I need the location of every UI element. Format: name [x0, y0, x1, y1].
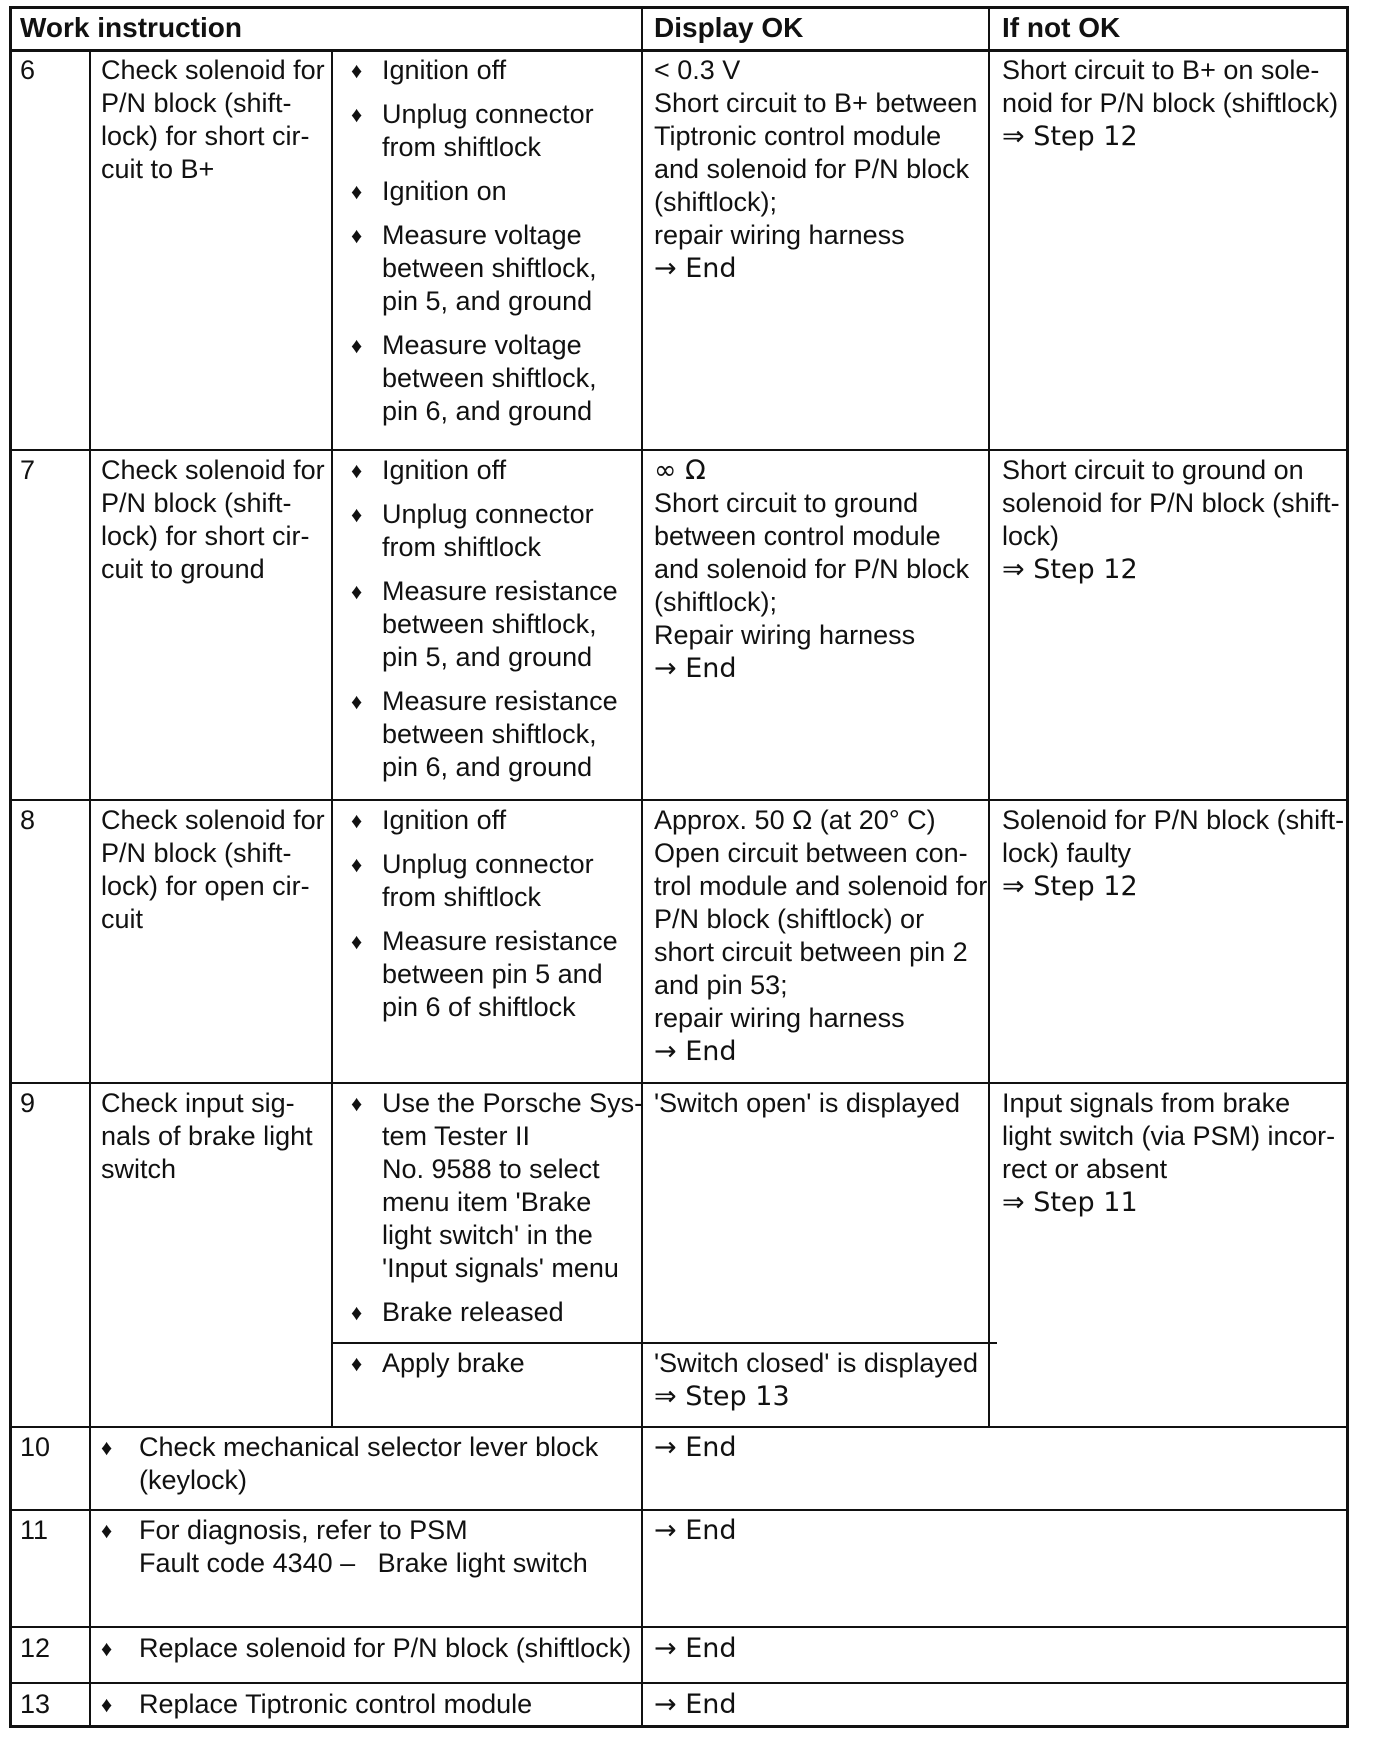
bullet-icon: ♦	[101, 1518, 113, 1543]
display-ok-text: Short circuit to B+ between	[654, 88, 978, 118]
bullet-icon: ♦	[351, 502, 363, 527]
instruction-text: Replace Tiptronic control module	[139, 1689, 533, 1719]
display-ok-text: trol module and solenoid for	[654, 871, 988, 901]
bullet-text: Measure resistance	[382, 576, 618, 606]
not-ok-text: rect or absent	[1002, 1154, 1168, 1184]
display-ok-text: P/N block (shiftlock) or	[654, 904, 925, 934]
bullet-text: Unplug connector	[382, 99, 594, 129]
bullet-text: pin 5, and ground	[382, 286, 593, 316]
instruction-text: For diagnosis, refer to PSM	[139, 1515, 468, 1545]
bullet-icon: ♦	[351, 458, 363, 483]
display-ok-text: Short circuit to ground	[654, 488, 919, 518]
not-ok-text: Input signals from brake	[1002, 1088, 1291, 1118]
rule-bottom	[9, 1725, 1349, 1728]
instruction-text: Replace solenoid for P/N block (shiftlock)	[139, 1633, 632, 1663]
display-ok-text: (shiftlock);	[654, 187, 778, 217]
rule-row7-bottom	[9, 799, 1349, 801]
check-text: P/N block (shift-	[101, 838, 292, 868]
not-ok-text: ⇒ Step 11	[1002, 1187, 1138, 1218]
check-text: P/N block (shift-	[101, 488, 292, 518]
check-text: switch	[101, 1154, 177, 1184]
rule-right	[1346, 6, 1349, 1728]
header-work-instruction: Work instruction	[20, 12, 242, 43]
bullet-text: from shiftlock	[382, 882, 542, 912]
rule-row8-bottom	[9, 1082, 1349, 1084]
bullet-text: Unplug connector	[382, 849, 594, 879]
step-number: 10	[20, 1432, 51, 1462]
bullet-icon: ♦	[351, 223, 363, 248]
bullet-icon: ♦	[351, 1300, 363, 1325]
display-ok-text: Repair wiring harness	[654, 620, 916, 650]
bullet-icon: ♦	[351, 579, 363, 604]
check-text: lock) for short cir-	[101, 521, 310, 551]
bullet-text: Measure voltage	[382, 220, 582, 250]
bullet-icon: ♦	[351, 808, 363, 833]
display-ok-text: ⇒ Step 13	[654, 1381, 790, 1412]
rule-check-col	[331, 49, 333, 1426]
bullet-text: Use the Porsche Sys-	[382, 1088, 644, 1118]
check-text: lock) for open cir-	[101, 871, 310, 901]
bullet-icon: ♦	[351, 58, 363, 83]
display-ok-text: repair wiring harness	[654, 220, 905, 250]
check-text: nals of brake light	[101, 1121, 313, 1151]
bullet-icon: ♦	[351, 1351, 363, 1376]
display-ok-text: < 0.3 V	[654, 55, 741, 85]
bullet-text: Apply brake	[382, 1348, 525, 1378]
not-ok-text: Short circuit to B+ on sole-	[1002, 55, 1320, 85]
bullet-icon: ♦	[101, 1435, 113, 1460]
bullet-icon: ♦	[351, 929, 363, 954]
rule-header-bottom	[9, 49, 1349, 52]
step-number: 11	[20, 1515, 49, 1545]
check-text: cuit to ground	[101, 554, 265, 584]
check-text: Check solenoid for	[101, 55, 325, 85]
display-ok-text: and solenoid for P/N block	[654, 154, 970, 184]
bullet-icon: ♦	[351, 689, 363, 714]
bullet-icon: ♦	[101, 1692, 113, 1717]
instruction-text: Check mechanical selector lever block	[139, 1432, 599, 1462]
display-ok-text: → End	[654, 653, 737, 684]
step-number: 6	[20, 55, 36, 85]
bullet-text: 'Input signals' menu	[382, 1253, 619, 1283]
bullet-text: between shiftlock,	[382, 363, 597, 393]
bullet-text: pin 5, and ground	[382, 642, 593, 672]
rule-top	[9, 6, 1349, 9]
rule-row9-split	[332, 1342, 997, 1344]
check-text: Check solenoid for	[101, 455, 325, 485]
bullet-text: Ignition on	[382, 176, 507, 206]
rule-row11-bottom	[9, 1626, 1349, 1628]
not-ok-text: ⇒ Step 12	[1002, 554, 1138, 585]
bullet-text: Measure voltage	[382, 330, 582, 360]
bullet-icon: ♦	[351, 102, 363, 127]
not-ok-text: lock) faulty	[1002, 838, 1132, 868]
result-text: → End	[654, 1633, 737, 1664]
not-ok-text: Short circuit to ground on	[1002, 455, 1304, 485]
not-ok-text: noid for P/N block (shiftlock)	[1002, 88, 1339, 118]
bullet-text: from shiftlock	[382, 532, 542, 562]
step-number: 8	[20, 805, 36, 835]
bullet-text: No. 9588 to select	[382, 1154, 600, 1184]
header-display-ok: Display OK	[654, 12, 804, 43]
rule-row10-bottom	[9, 1509, 1349, 1511]
result-text: → End	[654, 1515, 737, 1546]
not-ok-text: solenoid for P/N block (shift-	[1002, 488, 1340, 518]
step-number: 12	[20, 1633, 51, 1663]
display-ok-text: between control module	[654, 521, 941, 551]
rule-row6-bottom	[9, 449, 1349, 451]
bullet-text: from shiftlock	[382, 132, 542, 162]
bullet-text: pin 6, and ground	[382, 752, 593, 782]
bullet-text: between shiftlock,	[382, 609, 597, 639]
bullet-text: light switch' in the	[382, 1220, 593, 1250]
step-number: 9	[20, 1088, 36, 1118]
bullet-text: menu item 'Brake	[382, 1187, 592, 1217]
rule-row9-bottom	[9, 1426, 1349, 1428]
check-text: P/N block (shift-	[101, 88, 292, 118]
rule-step-col	[89, 49, 91, 1728]
header-if-not-ok: If not OK	[1002, 12, 1121, 43]
instruction-text: (keylock)	[139, 1465, 248, 1495]
bullet-text: Ignition off	[382, 455, 507, 485]
bullet-icon: ♦	[101, 1636, 113, 1661]
result-text: → End	[654, 1432, 737, 1463]
display-ok-text: Open circuit between con-	[654, 838, 968, 868]
rule-display-col	[641, 6, 643, 1728]
display-ok-text: 'Switch closed' is displayed	[654, 1348, 978, 1378]
display-ok-text: and solenoid for P/N block	[654, 554, 970, 584]
bullet-icon: ♦	[351, 852, 363, 877]
check-text: Check input sig-	[101, 1088, 295, 1118]
display-ok-text: short circuit between pin 2	[654, 937, 968, 967]
result-text: → End	[654, 1689, 737, 1720]
bullet-text: Unplug connector	[382, 499, 594, 529]
display-ok-text: 'Switch open' is displayed	[654, 1088, 960, 1118]
instruction-text: Fault code 4340 – Brake light switch	[139, 1548, 588, 1578]
not-ok-text: ⇒ Step 12	[1002, 871, 1138, 902]
work-instruction-table	[9, 6, 1349, 1728]
bullet-text: pin 6 of shiftlock	[382, 992, 576, 1022]
bullet-icon: ♦	[351, 333, 363, 358]
display-ok-text: → End	[654, 253, 737, 284]
rule-notok-col	[988, 6, 990, 1428]
bullet-text: Ignition off	[382, 55, 507, 85]
display-ok-text: (shiftlock);	[654, 587, 778, 617]
not-ok-text: lock)	[1002, 521, 1060, 551]
rule-row12-bottom	[9, 1682, 1349, 1684]
display-ok-text: repair wiring harness	[654, 1003, 905, 1033]
not-ok-text: ⇒ Step 12	[1002, 121, 1138, 152]
bullet-icon: ♦	[351, 1091, 363, 1116]
display-ok-text: Approx. 50 Ω (at 20° C)	[654, 805, 936, 835]
rule-left	[9, 6, 12, 1728]
bullet-text: tem Tester II	[382, 1121, 531, 1151]
bullet-text: between shiftlock,	[382, 719, 597, 749]
bullet-text: Brake released	[382, 1297, 564, 1327]
bullet-text: Measure resistance	[382, 926, 618, 956]
display-ok-text: ∞ Ω	[654, 455, 706, 486]
bullet-icon: ♦	[351, 179, 363, 204]
bullet-text: between shiftlock,	[382, 253, 597, 283]
step-number: 7	[20, 455, 36, 485]
bullet-text: between pin 5 and	[382, 959, 603, 989]
check-text: lock) for short cir-	[101, 121, 310, 151]
display-ok-text: Tiptronic control module	[654, 121, 942, 151]
not-ok-text: Solenoid for P/N block (shift-	[1002, 805, 1345, 835]
check-text: Check solenoid for	[101, 805, 325, 835]
check-text: cuit	[101, 904, 144, 934]
step-number: 13	[20, 1689, 51, 1719]
check-text: cuit to B+	[101, 154, 215, 184]
display-ok-text: and pin 53;	[654, 970, 788, 1000]
bullet-text: Ignition off	[382, 805, 507, 835]
not-ok-text: light switch (via PSM) incor-	[1002, 1121, 1336, 1151]
display-ok-text: → End	[654, 1036, 737, 1067]
bullet-text: pin 6, and ground	[382, 396, 593, 426]
bullet-text: Measure resistance	[382, 686, 618, 716]
